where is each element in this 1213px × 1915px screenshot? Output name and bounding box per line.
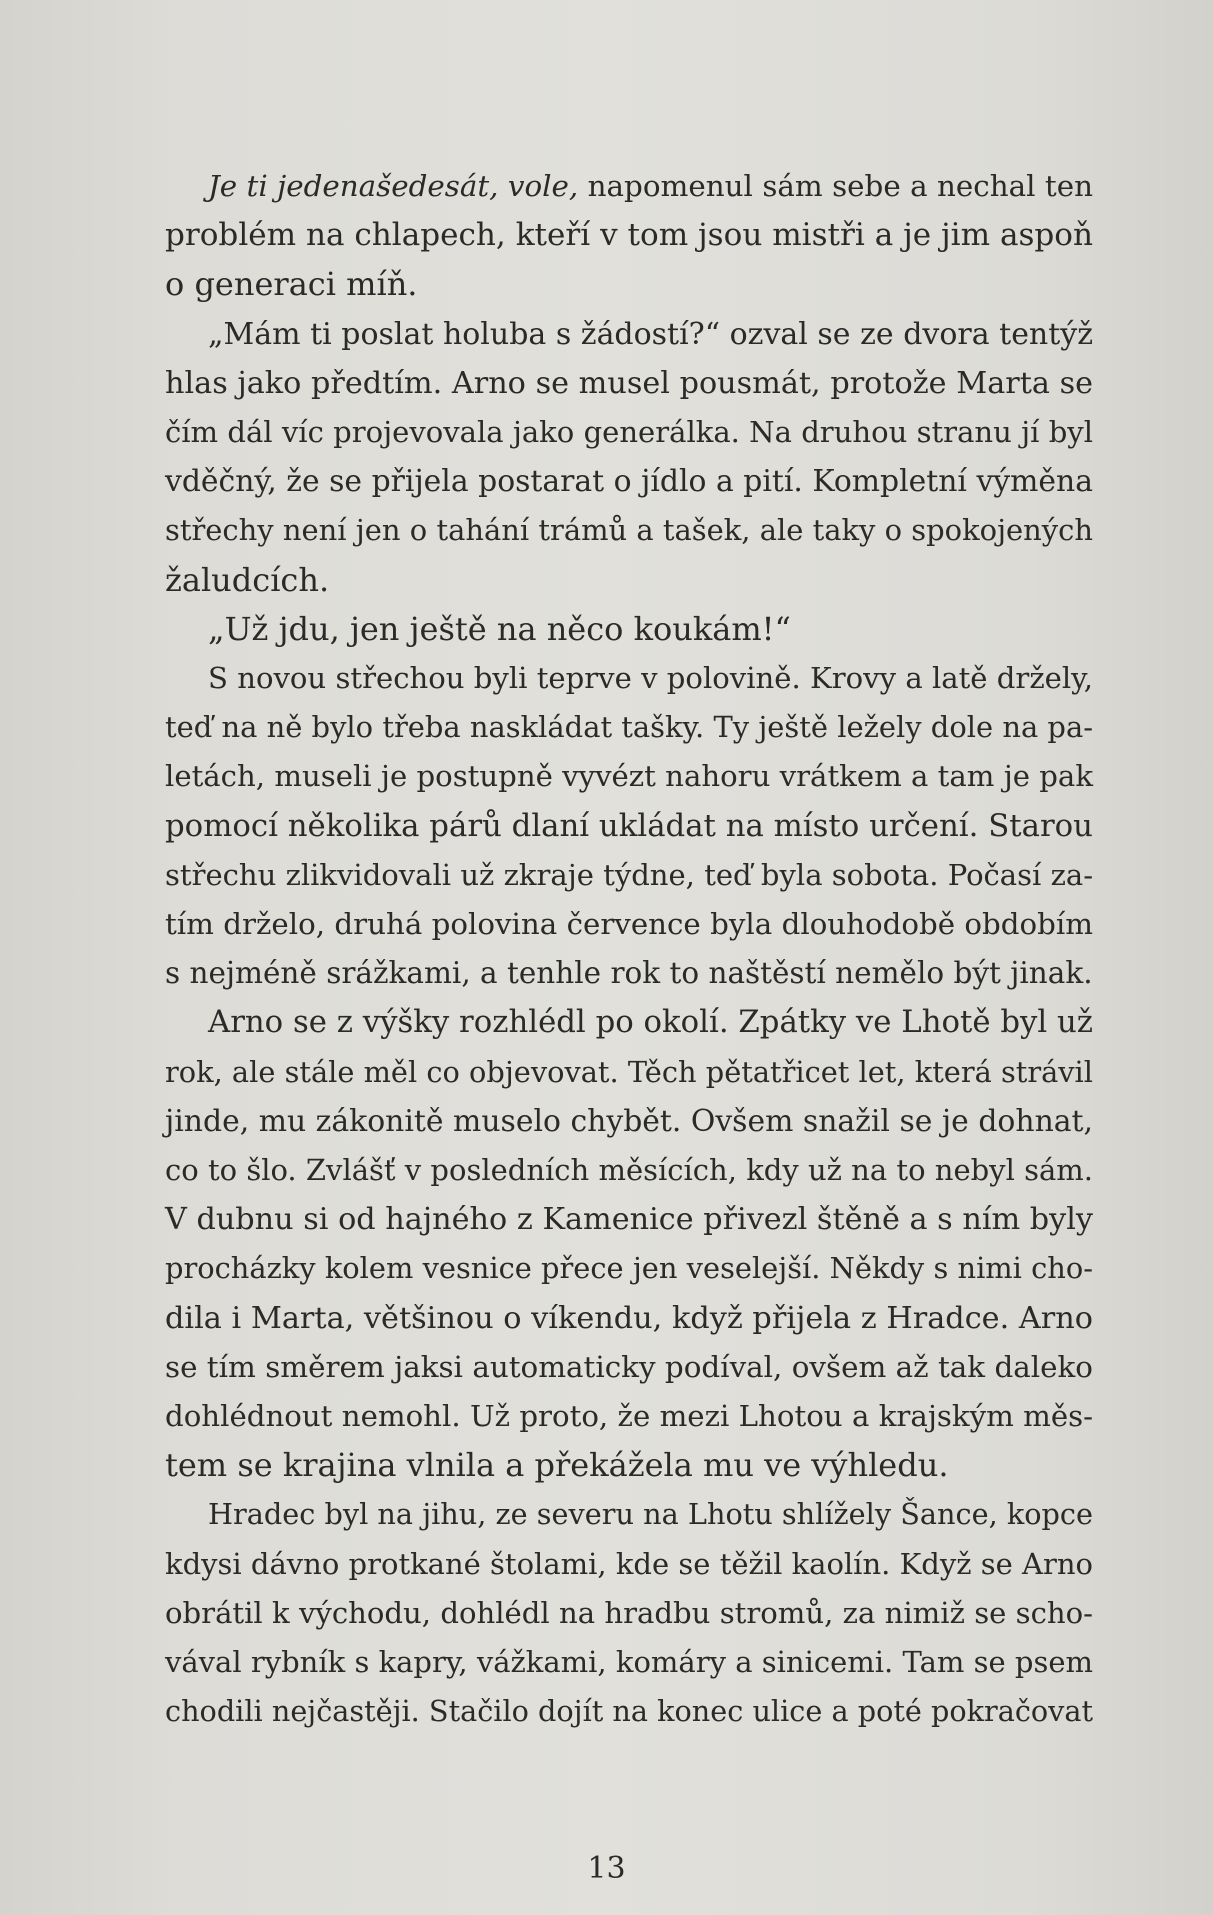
text-line	[165, 457, 1093, 506]
text-line	[165, 1687, 1093, 1736]
line-text: jinde, mu zákonitě muselo chybět. Ovšem snažil se je dohnat,	[165, 1103, 1093, 1139]
text-line	[165, 1343, 1093, 1392]
text-line	[165, 162, 1093, 211]
line-text: V dubnu si od hajného z Kamenice přivezl štěně a s ním byly	[165, 1202, 1093, 1238]
line-text: procházky kolem vesnice přece jen veselejší. Někdy s nimi cho-	[165, 1251, 1093, 1286]
line-text: „Už jdu, jen ještě na něco koukám!“	[208, 609, 791, 648]
line-text: dila i Marta, většinou o víkendu, když přijela z Hradce. Arno	[165, 1300, 1093, 1336]
text-line	[165, 506, 1093, 555]
text-line	[165, 998, 1093, 1047]
text-line	[165, 408, 1093, 457]
text-line	[165, 260, 1093, 309]
text-line	[165, 556, 1093, 605]
text-line	[165, 752, 1093, 801]
line-text: rok, ale stále měl co objevovat. Těch pětatřicet let, která strávil	[165, 1054, 1093, 1089]
line-text: co to šlo. Zvlášť v posledních měsících, kdy už na to nebyl sám.	[165, 1153, 1093, 1188]
line-text: střechy není jen o tahání trámů a tašek, ale taky o spokojených	[165, 513, 1093, 548]
text-line	[165, 605, 1093, 654]
text-line	[165, 949, 1093, 998]
line-text: Hradec byl na jihu, ze severu na Lhotu shlížely Šance, kopce	[208, 1497, 1093, 1532]
text-line	[165, 1048, 1093, 1097]
text-line	[165, 703, 1093, 752]
line-text: S novou střechou byli teprve v polovině. Krovy a latě držely,	[208, 661, 1093, 696]
text-line	[165, 1589, 1093, 1638]
line-text: obrátil k východu, dohlédl na hradbu stromů, za nimiž se scho-	[165, 1595, 1093, 1630]
text-line	[165, 1195, 1093, 1244]
line-text: tím drželo, druhá polovina července byla dlouhodobě obdobím	[165, 907, 1093, 942]
line-text: „Mám ti poslat holuba s žádostí?“ ozval se ze dvora tentýž	[208, 316, 1093, 352]
text-line	[165, 1441, 1093, 1490]
line-text: o generaci míň.	[165, 265, 418, 304]
line-text: napomenul sám sebe a nechal ten	[578, 169, 1094, 203]
line-text: kdysi dávno protkané štolami, kde se těžil kaolín. Když se Arno	[165, 1546, 1093, 1581]
line-text: čím dál víc projevovala jako generálka. Na druhou stranu jí byl	[165, 415, 1093, 450]
text-line	[165, 1490, 1093, 1539]
text-line	[165, 1146, 1093, 1195]
text-line	[165, 359, 1093, 408]
text-line	[165, 851, 1093, 900]
text-line	[165, 900, 1093, 949]
line-text: tem se krajina vlnila a překážela mu ve výhledu.	[165, 1446, 949, 1485]
text-line	[165, 802, 1093, 851]
line-text: se tím směrem jaksi automaticky podíval, ovšem až tak daleko	[165, 1349, 1093, 1384]
line-text: vděčný, že se přijela postarat o jídlo a pití. Kompletní výměna	[165, 464, 1093, 500]
text-line	[165, 1244, 1093, 1293]
body-text	[165, 162, 1093, 1737]
text-line	[165, 1392, 1093, 1441]
line-text: problém na chlapech, kteří v tom jsou mistři a je jim aspoň	[165, 217, 1093, 254]
line-text: žaludcích.	[165, 560, 330, 599]
line-text: s nejméně srážkami, a tenhle rok to naštěstí nemělo být jinak.	[165, 956, 1093, 991]
line-text: letách, museli je postupně vyvézt nahoru vrátkem a tam je pak	[165, 759, 1093, 794]
text-line	[165, 211, 1093, 260]
line-text: vával rybník s kapry, vážkami, komáry a sinicemi. Tam se psem	[165, 1645, 1093, 1680]
text-line	[165, 1097, 1093, 1146]
page-number: 13	[587, 1851, 626, 1886]
line-text: pomocí několika párů dlaní ukládat na místo určení. Starou	[165, 807, 1093, 844]
line-text: chodili nejčastěji. Stačilo dojít na konec ulice a poté pokračovat	[165, 1694, 1093, 1729]
line-text: střechu zlikvidovali už zkraje týdne, teď byla sobota. Počasí za-	[165, 857, 1093, 892]
italic-thought: Je ti jedenašedesát, vole,	[208, 169, 579, 203]
line-text: Arno se z výšky rozhlédl po okolí. Zpátky ve Lhotě byl už	[208, 1004, 1093, 1041]
text-line	[165, 1638, 1093, 1687]
text-line	[165, 1294, 1093, 1343]
text-line	[165, 654, 1093, 703]
text-line	[165, 310, 1093, 359]
line-text: teď na ně bylo třeba naskládat tašky. Ty ještě ležely dole na pa-	[165, 710, 1093, 745]
line-text: dohlédnout nemohl. Už proto, že mezi Lhotou a krajským měs-	[165, 1399, 1093, 1434]
line-text: hlas jako předtím. Arno se musel pousmát, protože Marta se	[165, 365, 1093, 401]
text-line	[165, 1540, 1093, 1589]
